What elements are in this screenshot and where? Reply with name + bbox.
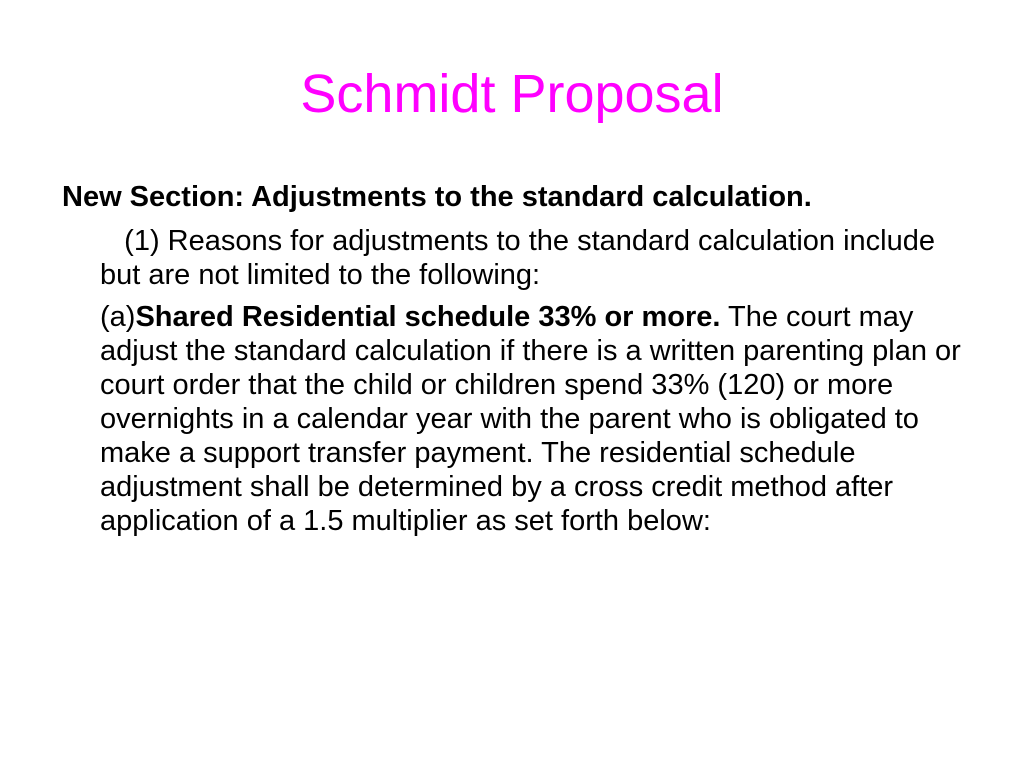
paragraph-a-bold-heading: Shared Residential schedule 33% or more. (135, 301, 721, 333)
section-heading: New Section: Adjustments to the standard calculation. (62, 181, 812, 213)
paragraph-shared-residential (62, 300, 972, 538)
paragraph-a-text: The court may adjust the standard calculation if there is a written parenting plan or court order that the child or children spend 33% (120) or more overnights in a calendar year with the parent who is obligated to make a support transfer payment. The residential schedule adjustment shall be determined by a cross credit method after application of a 1.5 multiplier as set forth below: (100, 301, 961, 537)
slide-title: Schmidt Proposal (300, 64, 724, 124)
paragraph-reasons (62, 224, 972, 292)
paragraph-reasons-text: (1) Reasons for adjustments to the standard calculation include but are not limited to the following: (100, 225, 936, 291)
slide-body (62, 180, 972, 546)
paragraph-a-prefix: (a) (100, 301, 136, 333)
